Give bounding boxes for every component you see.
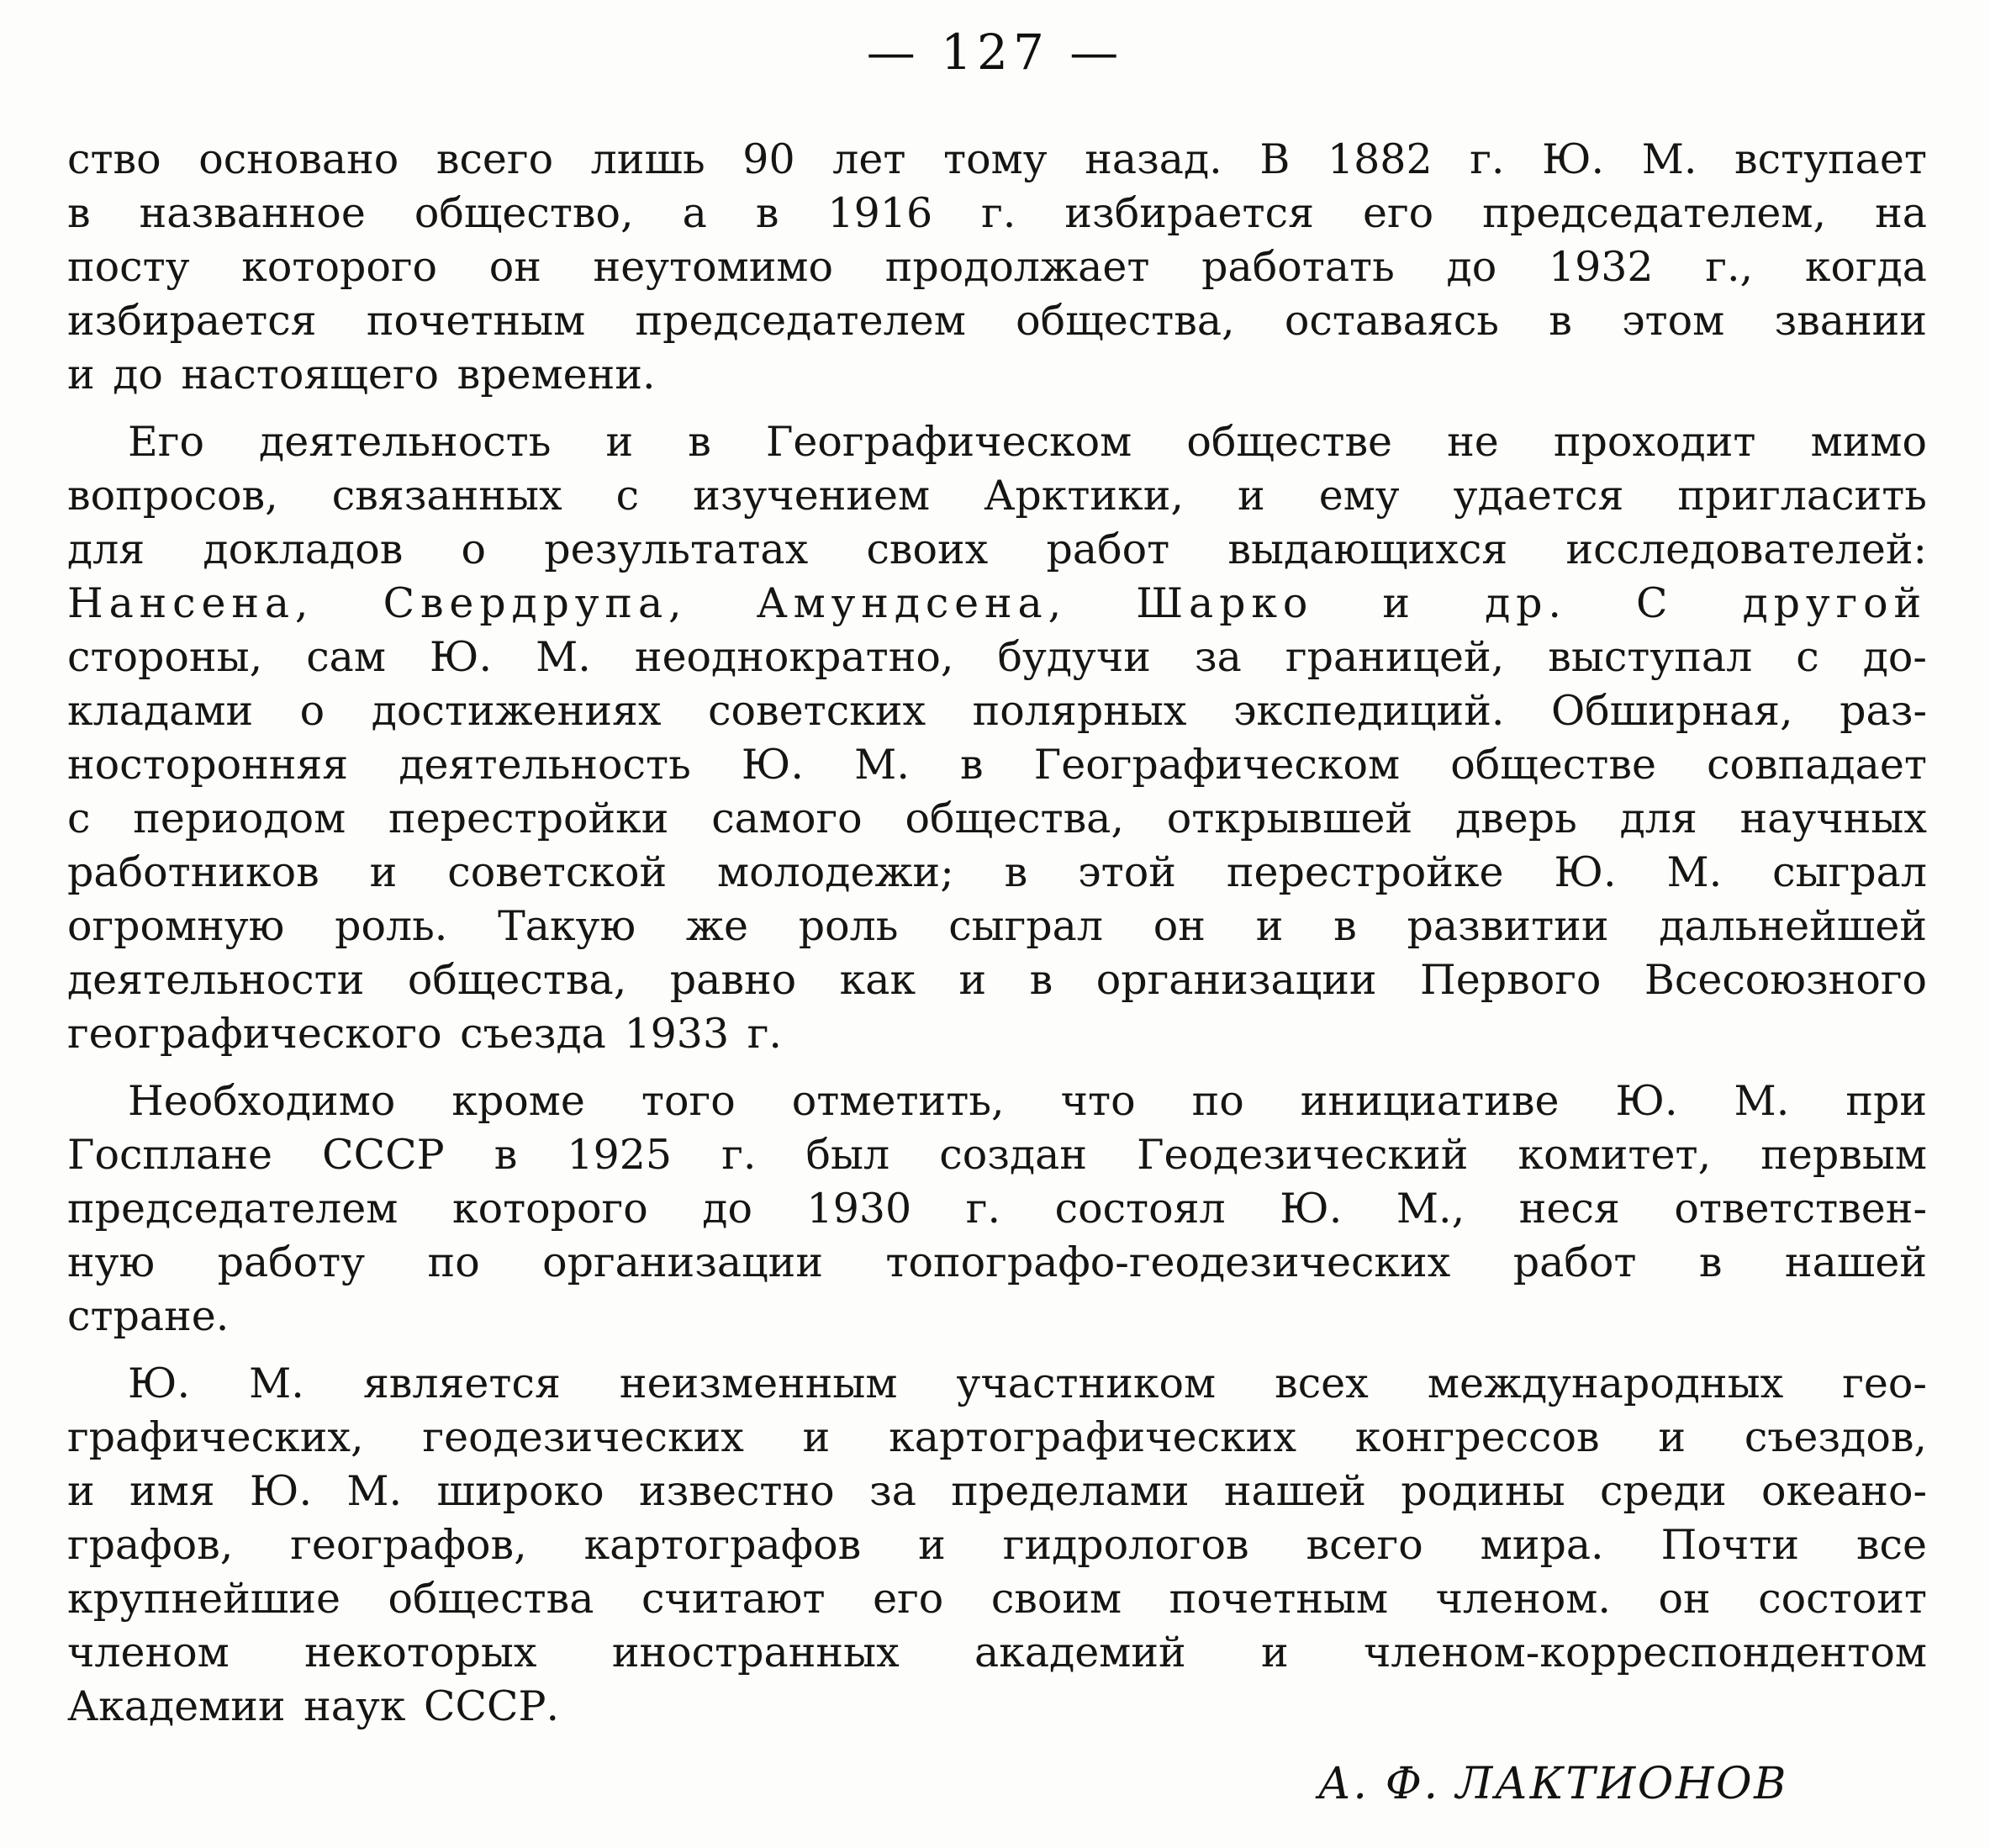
text-line: для докладов о результатах своих работ выдающихся исследователей: — [67, 525, 1927, 573]
text-line: Его деятельность и в Географическом обществе не проходит мимо — [128, 418, 1927, 466]
text-line: кладами о достижениях советских полярных экспедиций. Обширная, раз- — [67, 687, 1927, 735]
paragraph — [67, 1357, 1927, 1734]
text-line: ную работу по организации топографо-геодезических работ в нашей — [67, 1238, 1927, 1286]
text-line: посту которого он неутомимо продолжает работать до 1932 г., когда — [67, 243, 1927, 291]
text-line: избирается почетным председателем общества, оставаясь в этом звании — [67, 297, 1927, 345]
text-line: графических, геодезических и картографических конгрессов и съездов, — [67, 1413, 1927, 1461]
text-line: деятельности общества, равно как и в организации Первого Всесоюзного — [67, 956, 1927, 1004]
text-line: работников и советской молодежи; в этой перестройке Ю. М. сыграл — [67, 848, 1927, 896]
text-line: председателем которого до 1930 г. состоял Ю. М., неся ответствен- — [67, 1185, 1927, 1233]
text-line: крупнейшие общества считают его своим почетным членом. он состоит — [67, 1575, 1927, 1623]
text-line: стороны, сам Ю. М. неоднократно, будучи за границей, выступал с до- — [67, 633, 1927, 681]
page-text-body — [67, 133, 1927, 1809]
page-number: — 127 — — [866, 24, 1124, 81]
text-line: вопросов, связанных с изучением Арктики, и ему удается пригласить — [67, 472, 1927, 520]
text-line: Академии наук СССР. — [67, 1682, 560, 1730]
paragraph — [67, 1074, 1927, 1344]
text-line: в названное общество, а в 1916 г. избирается его председателем, на — [67, 189, 1927, 237]
text-line: Ю. М. является неизменным участником всех международных гео- — [128, 1360, 1927, 1407]
text-line: Госплане СССР в 1925 г. был создан Геодезический комитет, первым — [67, 1131, 1927, 1179]
author-signature: А. Ф. ЛАКТИОНОВ — [1317, 1759, 1788, 1809]
text-line: графов, географов, картографов и гидрологов всего мира. Почти все — [67, 1521, 1927, 1569]
text-line: Нансена, Свердрупа, Амундсена, Шарко и др. С другой — [67, 579, 1927, 627]
text-line: Необходимо кроме того отметить, что по инициативе Ю. М. при — [128, 1077, 1927, 1125]
text-line: огромную роль. Такую же роль сыграл он и в развитии дальнейшей — [67, 902, 1927, 950]
text-line: ство основано всего лишь 90 лет тому назад. В 1882 г. Ю. М. вступает — [67, 135, 1927, 183]
text-line: с периодом перестройки самого общества, открывшей дверь для научных — [67, 795, 1927, 842]
text-line: стране. — [67, 1292, 230, 1340]
text-line: и имя Ю. М. широко известно за пределами нашей родины среди океано- — [67, 1467, 1927, 1515]
text-line: и до настоящего времени. — [67, 351, 656, 399]
paragraph — [67, 133, 1927, 402]
text-line: географического съезда 1933 г. — [67, 1010, 782, 1058]
paragraph — [67, 415, 1927, 1061]
text-line: носторонняя деятельность Ю. М. в Географическом обществе совпадает — [67, 741, 1927, 789]
text-line: членом некоторых иностранных академий и членом-корреспондентом — [67, 1629, 1927, 1676]
